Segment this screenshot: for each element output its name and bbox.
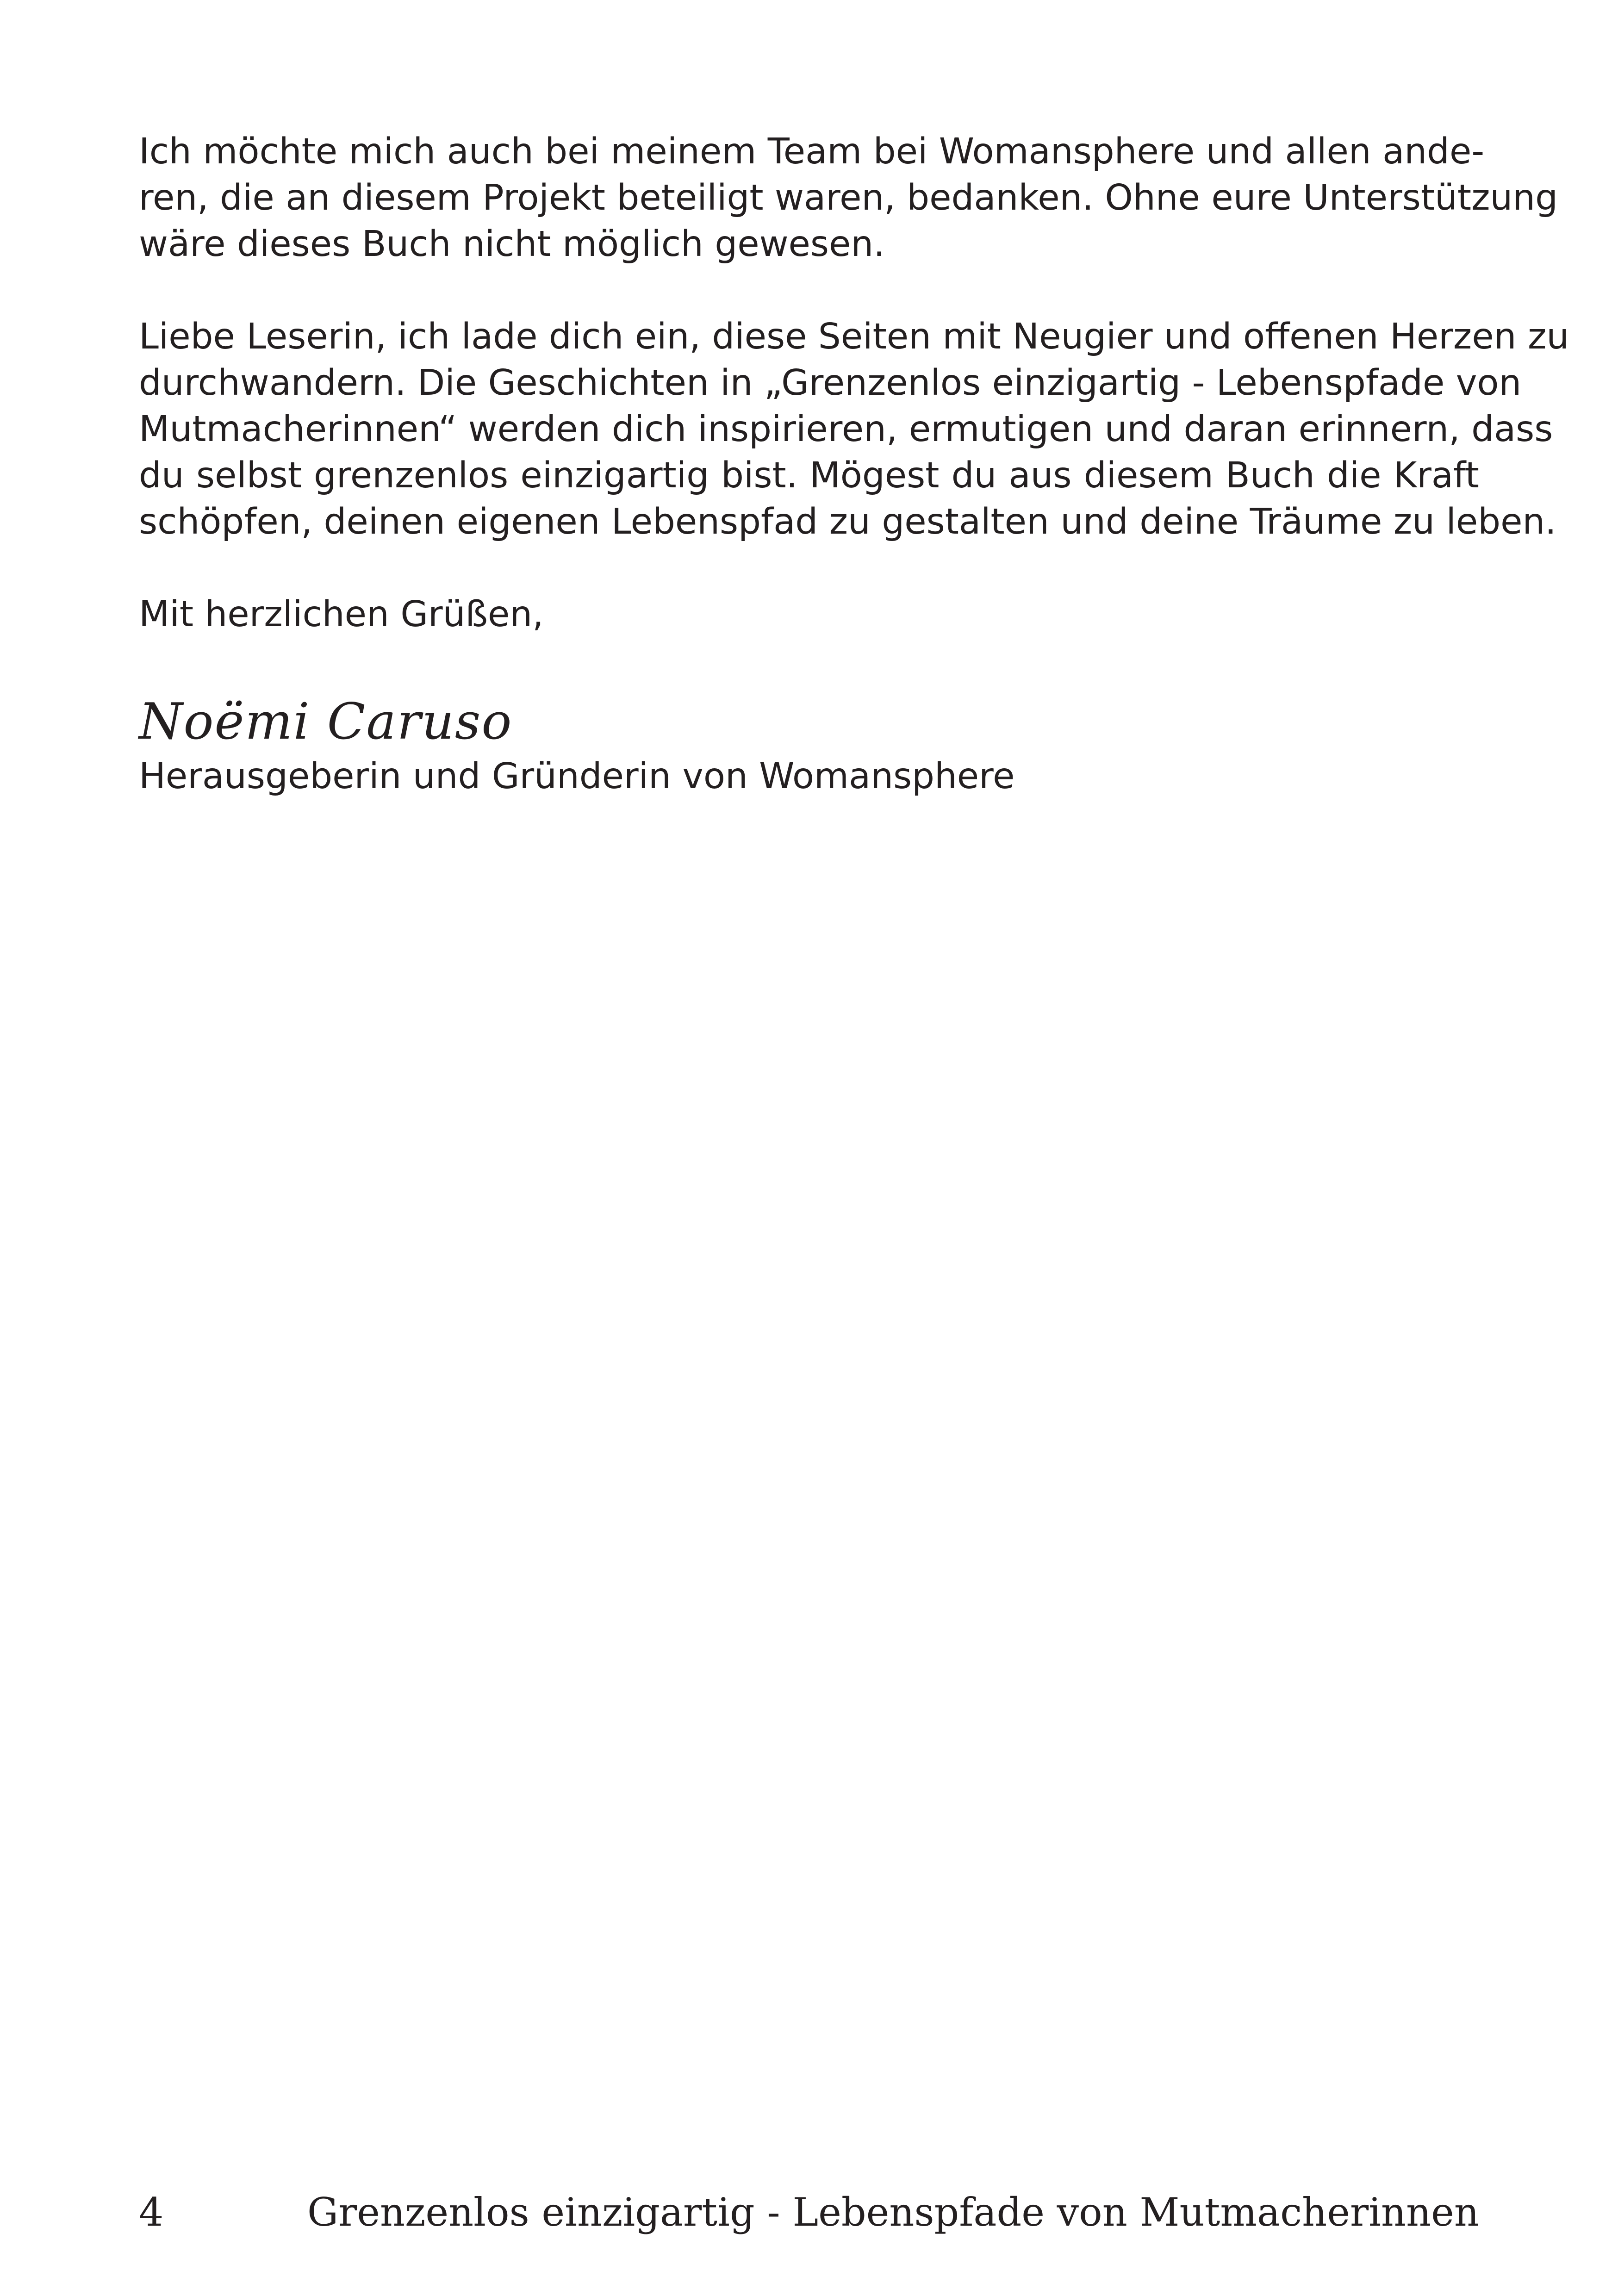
text-line: schöpfen, deinen eigenen Lebenspfad zu gestalten und deine Träume zu leben. [139, 501, 1556, 542]
running-title: Grenzenlos einzigartig - Lebenspfade von Mutmacherinnen [307, 2190, 1479, 2235]
text-line: Liebe Leserin, ich lade dich ein, diese Seiten mit Neugier und offenen Herzen zu [139, 316, 1569, 357]
page-number: 4 [139, 2190, 164, 2235]
signature-title: Herausgeberin und Gründerin von Womansphere [139, 756, 1015, 797]
text-line: durchwandern. Die Geschichten in „Grenzenlos einzigartig - Lebenspfade von [139, 362, 1522, 404]
signature-name: Noëmi Caruso [139, 693, 513, 751]
text-line: ren, die an diesem Projekt beteiligt waren, bedanken. Ohne eure Unterstützung [139, 177, 1558, 218]
page-footer [139, 2187, 1479, 2238]
text-line: wäre dieses Buch nicht möglich gewesen. [139, 224, 885, 265]
paragraph-thanks [139, 129, 1558, 268]
paragraph-invitation [139, 314, 1569, 545]
text-line: du selbst grenzenlos einzigartig bist. Mögest du aus diesem Buch die Kraft [139, 455, 1479, 496]
closing-greeting: Mit herzlichen Grüßen, [139, 594, 544, 635]
body-text [139, 129, 1569, 638]
text-line: Ich möchte mich auch bei meinem Team bei Womansphere und allen ande- [139, 131, 1485, 172]
text-line: Mutmacherinnen“ werden dich inspirieren, ermutigen und daran erinnern, dass [139, 409, 1553, 450]
